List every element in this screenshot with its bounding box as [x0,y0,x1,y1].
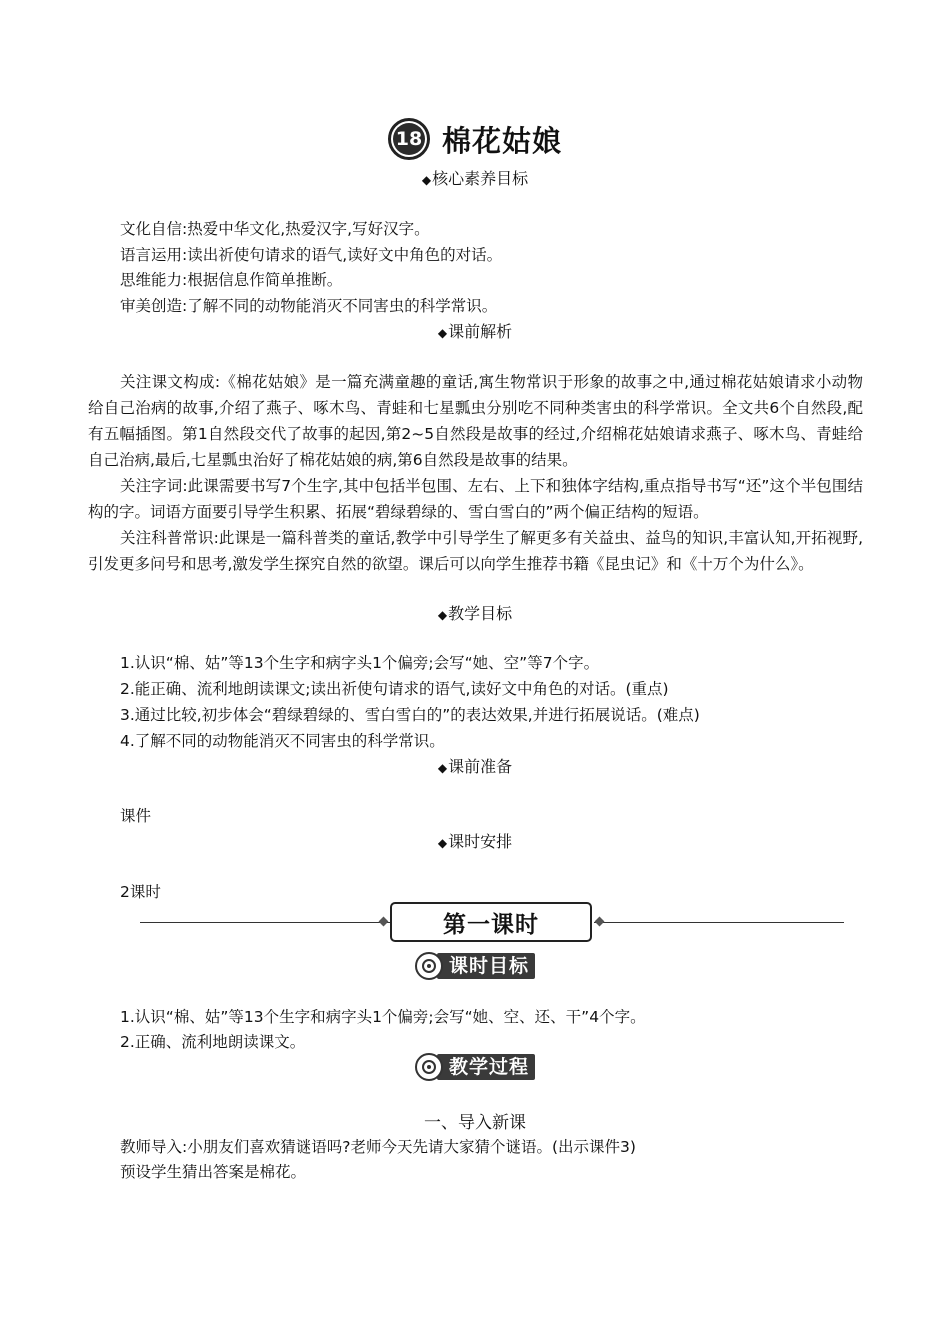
analysis-paragraph-1: 关注课文构成:《棉花姑娘》是一篇充满童趣的童话,寓生物常识于形象的故事之中,通过棉花姑娘请求小动物给自己治病的故事,介绍了燕子、啄木鸟、青蛙和七星瓢虫分别吃不同种类害虫的科学常识。全文共6个自然段,配有五幅插图。第1自然段交代了故事的起因,第2~5自然段是故事的经过,介绍棉花姑娘请求燕子、啄木鸟、青蛙给自己治病,最后,七星瓢虫治好了棉花姑娘的病,第6自然段是故事的结果。 [88,373,863,469]
prep-text: 课件 [120,807,152,825]
diamond-icon: ◆ [437,836,448,850]
banner-divider-right [594,922,844,923]
banner-divider-left [140,922,390,923]
target-icon [415,952,443,980]
diamond-icon: ◆ [437,761,448,775]
diamond-icon: ◆ [437,326,448,340]
lesson-title-row [0,118,950,160]
step-title: 一、导入新课 [424,1113,526,1133]
core-goal-1: 文化自信:热爱中华文化,热爱汉字,写好汉字。 [120,220,430,238]
teaching-goal-1: 1.认识“棉、姑”等13个生字和病字头1个偏旁;会写“她、空”等7个字。 [120,654,600,672]
teaching-goal-2: 2.能正确、流利地朗读课文;读出祈使句请求的语气,读好文中角色的对话。(重点) [120,680,669,698]
section-prep-heading [0,754,950,777]
analysis-paragraph-2: 关注字词:此课需要书写7个生字,其中包括半包围、左右、上下和独体字结构,重点指导书写“还”这个半包围结构的字。词语方面要引导学生积累、拓展“碧绿碧绿的、雪白雪白的”两个偏正结构的短语。 [88,477,863,521]
intro-line-1: 教师导入:小朋友们喜欢猜谜语吗?老师今天先请大家猜个谜语。(出示课件3) [120,1138,636,1156]
section-analysis-heading [0,319,950,342]
section-goals-label: 教学目标 [448,604,513,623]
core-goal-3: 思维能力:根据信息作简单推断。 [120,271,343,289]
section-schedule-label: 课时安排 [448,832,513,851]
teaching-goal-3: 3.通过比较,初步体会“碧绿碧绿的、雪白雪白的”的表达效果,并进行拓展说话。(难点) [120,706,700,724]
process-heading [0,1053,950,1081]
section-goals-heading [0,601,950,624]
period-goals-label: 课时目标 [437,953,535,979]
section-prep-label: 课前准备 [448,757,513,776]
period-banner-title: 第一课时 [390,902,592,942]
core-goal-2: 语言运用:读出祈使句请求的语气,读好文中角色的对话。 [120,246,503,264]
period-banner [140,902,844,944]
analysis-paragraph-3: 关注科普常识:此课是一篇科普类的童话,教学中引导学生了解更多有关益虫、益鸟的知识,丰富认知,开拓视野,引发更多问号和思考,激发学生探究自然的欲望。课后可以向学生推荐书籍《昆虫记》和《十万个为什么》。 [88,529,863,573]
lesson-title: 棉花姑娘 [441,123,562,158]
schedule-text: 2课时 [120,883,161,901]
intro-line-2: 预设学生猜出答案是棉花。 [120,1163,307,1181]
core-goal-4: 审美创造:了解不同的动物能消灭不同害虫的科学常识。 [120,297,498,315]
diamond-icon: ◆ [421,173,432,187]
period-goal-1: 1.认识“棉、姑”等13个生字和病字头1个偏旁;会写“她、空、还、干”4个字。 [120,1008,646,1026]
banner-dot-right [595,917,605,927]
section-core-label: 核心素养目标 [432,169,529,188]
target-icon [415,1053,443,1081]
lesson-number-badge [388,118,430,160]
diamond-icon: ◆ [437,608,448,622]
period-goal-2: 2.正确、流利地朗读课文。 [120,1033,306,1051]
section-core-heading [0,166,950,189]
lesson-number: 18 [393,123,425,155]
teaching-goal-4: 4.了解不同的动物能消灭不同害虫的科学常识。 [120,732,445,750]
section-schedule-heading [0,829,950,852]
section-analysis-label: 课前解析 [448,322,513,341]
banner-dot-left [379,917,389,927]
process-label: 教学过程 [437,1054,535,1080]
period-goals-heading [0,952,950,980]
